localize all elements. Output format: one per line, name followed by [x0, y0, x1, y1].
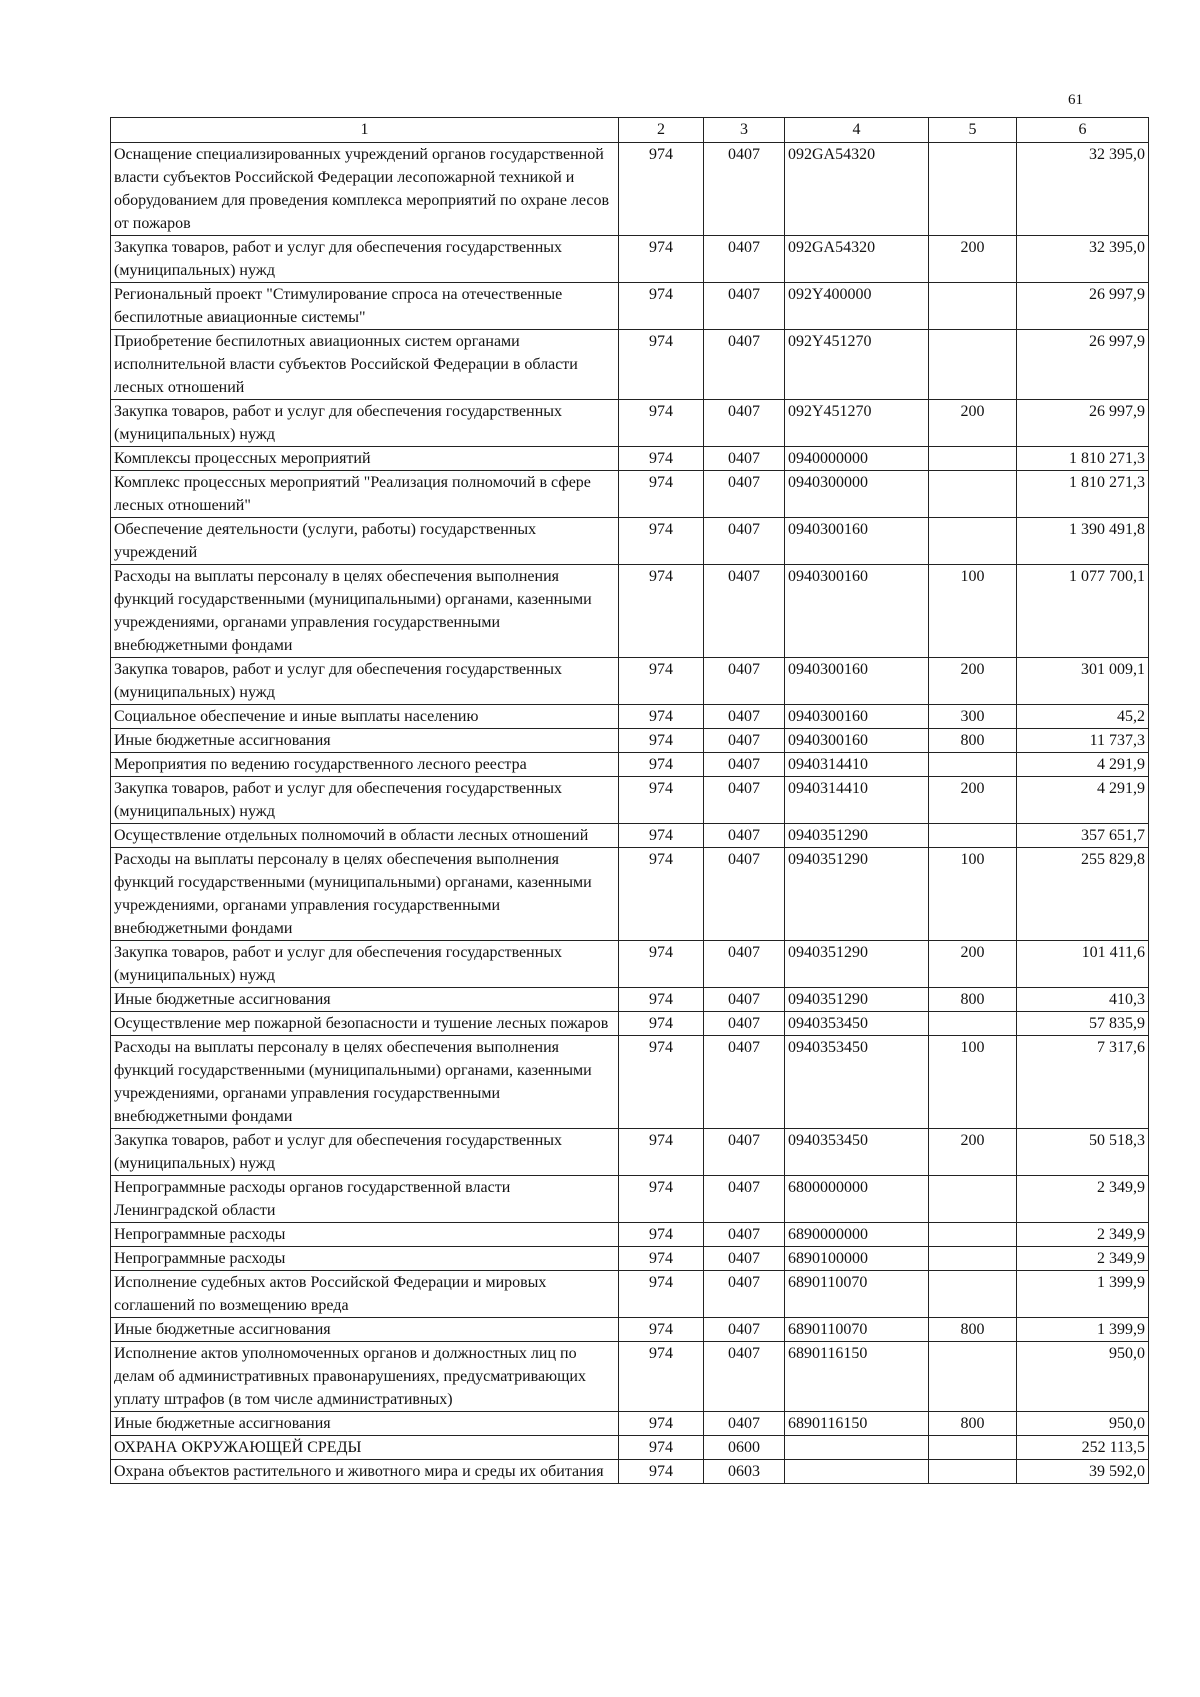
cell-ministry-code: 974 [619, 941, 704, 988]
cell-ministry-code: 974 [619, 1247, 704, 1271]
cell-expense-type: 200 [929, 1129, 1017, 1176]
cell-expense-type: 100 [929, 1036, 1017, 1129]
cell-item-name: Закупка товаров, работ и услуг для обеспечения государственных (муниципальных) нужд [111, 236, 619, 283]
cell-expense-type [929, 1271, 1017, 1318]
cell-item-name: Исполнение судебных актов Российской Федерации и мировых соглашений по возмещению вреда [111, 1271, 619, 1318]
cell-section-code: 0407 [704, 1012, 785, 1036]
cell-expense-type: 200 [929, 658, 1017, 705]
column-header: 3 [704, 118, 785, 143]
cell-amount: 2 349,9 [1017, 1247, 1149, 1271]
cell-ministry-code: 974 [619, 400, 704, 447]
cell-section-code: 0407 [704, 447, 785, 471]
cell-ministry-code: 974 [619, 283, 704, 330]
table-row [111, 1247, 1149, 1271]
cell-amount: 11 737,3 [1017, 729, 1149, 753]
cell-target-code: 0940353450 [785, 1036, 929, 1129]
cell-expense-type: 800 [929, 729, 1017, 753]
cell-section-code: 0407 [704, 777, 785, 824]
cell-item-name: Закупка товаров, работ и услуг для обеспечения государственных (муниципальных) нужд [111, 941, 619, 988]
cell-ministry-code: 974 [619, 1460, 704, 1484]
table-row [111, 447, 1149, 471]
table-row [111, 1176, 1149, 1223]
cell-section-code: 0407 [704, 941, 785, 988]
table-row [111, 1436, 1149, 1460]
cell-item-name: Иные бюджетные ассигнования [111, 1412, 619, 1436]
cell-expense-type: 800 [929, 988, 1017, 1012]
table-row [111, 1223, 1149, 1247]
cell-expense-type: 100 [929, 848, 1017, 941]
cell-item-name: Закупка товаров, работ и услуг для обеспечения государственных (муниципальных) нужд [111, 1129, 619, 1176]
cell-target-code: 0940300160 [785, 658, 929, 705]
cell-expense-type [929, 1436, 1017, 1460]
cell-ministry-code: 974 [619, 447, 704, 471]
cell-section-code: 0407 [704, 1223, 785, 1247]
cell-ministry-code: 974 [619, 1223, 704, 1247]
cell-expense-type [929, 753, 1017, 777]
cell-section-code: 0407 [704, 1176, 785, 1223]
cell-expense-type: 300 [929, 705, 1017, 729]
column-header: 6 [1017, 118, 1149, 143]
cell-section-code: 0407 [704, 1036, 785, 1129]
cell-item-name: Комплекс процессных мероприятий "Реализация полномочий в сфере лесных отношений" [111, 471, 619, 518]
cell-amount: 1 390 491,8 [1017, 518, 1149, 565]
cell-item-name: Иные бюджетные ассигнования [111, 729, 619, 753]
table-row [111, 1036, 1149, 1129]
cell-section-code: 0407 [704, 330, 785, 400]
cell-amount: 32 395,0 [1017, 236, 1149, 283]
cell-ministry-code: 974 [619, 988, 704, 1012]
cell-expense-type: 200 [929, 236, 1017, 283]
cell-expense-type [929, 471, 1017, 518]
cell-amount: 4 291,9 [1017, 753, 1149, 777]
cell-expense-type [929, 1012, 1017, 1036]
cell-section-code: 0407 [704, 988, 785, 1012]
cell-amount: 1 810 271,3 [1017, 471, 1149, 518]
table-row [111, 705, 1149, 729]
cell-section-code: 0407 [704, 236, 785, 283]
cell-amount: 57 835,9 [1017, 1012, 1149, 1036]
cell-item-name: Непрограммные расходы [111, 1247, 619, 1271]
cell-section-code: 0407 [704, 1318, 785, 1342]
budget-table [110, 117, 1149, 1484]
table-row [111, 1012, 1149, 1036]
cell-expense-type: 800 [929, 1318, 1017, 1342]
cell-expense-type [929, 1176, 1017, 1223]
table-row [111, 1412, 1149, 1436]
cell-item-name: Осуществление мер пожарной безопасности и тушение лесных пожаров [111, 1012, 619, 1036]
cell-target-code: 0940300160 [785, 518, 929, 565]
table-row [111, 400, 1149, 447]
cell-amount: 32 395,0 [1017, 143, 1149, 236]
cell-target-code: 092Y400000 [785, 283, 929, 330]
cell-amount: 26 997,9 [1017, 400, 1149, 447]
cell-expense-type [929, 1460, 1017, 1484]
table-row [111, 848, 1149, 941]
cell-target-code: 0940314410 [785, 753, 929, 777]
cell-amount: 26 997,9 [1017, 330, 1149, 400]
cell-expense-type: 200 [929, 941, 1017, 988]
cell-target-code: 6890000000 [785, 1223, 929, 1247]
cell-amount: 2 349,9 [1017, 1176, 1149, 1223]
table-row [111, 518, 1149, 565]
cell-ministry-code: 974 [619, 1036, 704, 1129]
table-row [111, 330, 1149, 400]
table-row [111, 143, 1149, 236]
cell-section-code: 0407 [704, 1412, 785, 1436]
cell-target-code: 0940353450 [785, 1012, 929, 1036]
cell-target-code: 0940351290 [785, 824, 929, 848]
cell-target-code: 0940314410 [785, 777, 929, 824]
cell-section-code: 0407 [704, 1342, 785, 1412]
cell-ministry-code: 974 [619, 848, 704, 941]
cell-item-name: Расходы на выплаты персоналу в целях обеспечения выполнения функций государственными (муниципальными) органами, казенными учреждениями, органами управления государственными внебюджетными фондами [111, 565, 619, 658]
cell-section-code: 0600 [704, 1436, 785, 1460]
table-row [111, 1318, 1149, 1342]
cell-target-code: 6890100000 [785, 1247, 929, 1271]
cell-item-name: Комплексы процессных мероприятий [111, 447, 619, 471]
cell-item-name: Приобретение беспилотных авиационных систем органами исполнительной власти субъектов Российской Федерации в области лесных отношений [111, 330, 619, 400]
cell-section-code: 0407 [704, 658, 785, 705]
cell-section-code: 0407 [704, 753, 785, 777]
cell-item-name: Непрограммные расходы органов государственной власти Ленинградской области [111, 1176, 619, 1223]
cell-amount: 39 592,0 [1017, 1460, 1149, 1484]
cell-target-code: 092GA54320 [785, 236, 929, 283]
table-row [111, 658, 1149, 705]
cell-expense-type [929, 143, 1017, 236]
cell-ministry-code: 974 [619, 1318, 704, 1342]
cell-section-code: 0407 [704, 705, 785, 729]
cell-section-code: 0407 [704, 1271, 785, 1318]
cell-target-code: 0940353450 [785, 1129, 929, 1176]
cell-target-code: 6890116150 [785, 1342, 929, 1412]
cell-item-name: Обеспечение деятельности (услуги, работы) государственных учреждений [111, 518, 619, 565]
table-body [111, 143, 1149, 1484]
cell-item-name: Исполнение актов уполномоченных органов и должностных лиц по делам об административных правонарушениях, предусматривающих уплату штрафов (в том числе административных) [111, 1342, 619, 1412]
cell-amount: 4 291,9 [1017, 777, 1149, 824]
cell-ministry-code: 974 [619, 1271, 704, 1318]
cell-ministry-code: 974 [619, 824, 704, 848]
cell-section-code: 0407 [704, 400, 785, 447]
table-row [111, 753, 1149, 777]
cell-section-code: 0407 [704, 848, 785, 941]
cell-expense-type [929, 824, 1017, 848]
cell-ministry-code: 974 [619, 777, 704, 824]
cell-item-name: Непрограммные расходы [111, 1223, 619, 1247]
cell-item-name: Расходы на выплаты персоналу в целях обеспечения выполнения функций государственными (муниципальными) органами, казенными учреждениями, органами управления государственными внебюджетными фондами [111, 848, 619, 941]
table-row [111, 283, 1149, 330]
cell-section-code: 0407 [704, 283, 785, 330]
cell-expense-type [929, 1342, 1017, 1412]
cell-amount: 1 399,9 [1017, 1318, 1149, 1342]
cell-expense-type [929, 1223, 1017, 1247]
cell-section-code: 0407 [704, 471, 785, 518]
cell-section-code: 0603 [704, 1460, 785, 1484]
cell-expense-type: 100 [929, 565, 1017, 658]
table-row [111, 236, 1149, 283]
table-row [111, 1129, 1149, 1176]
cell-amount: 950,0 [1017, 1342, 1149, 1412]
cell-ministry-code: 974 [619, 236, 704, 283]
cell-expense-type: 200 [929, 777, 1017, 824]
cell-expense-type [929, 283, 1017, 330]
cell-section-code: 0407 [704, 1129, 785, 1176]
cell-amount: 301 009,1 [1017, 658, 1149, 705]
cell-amount: 357 651,7 [1017, 824, 1149, 848]
cell-amount: 1 399,9 [1017, 1271, 1149, 1318]
cell-amount: 45,2 [1017, 705, 1149, 729]
cell-item-name: Иные бюджетные ассигнования [111, 1318, 619, 1342]
column-header: 4 [785, 118, 929, 143]
cell-ministry-code: 974 [619, 1436, 704, 1460]
cell-ministry-code: 974 [619, 1176, 704, 1223]
table-row [111, 988, 1149, 1012]
cell-expense-type [929, 518, 1017, 565]
page-number: 61 [1068, 92, 1083, 108]
cell-amount: 2 349,9 [1017, 1223, 1149, 1247]
cell-item-name: Оснащение специализированных учреждений органов государственной власти субъектов Российской Федерации лесопожарной техникой и оборудованием для проведения комплекса мероприятий по охране лесов от пожаров [111, 143, 619, 236]
cell-section-code: 0407 [704, 143, 785, 236]
cell-target-code [785, 1460, 929, 1484]
cell-ministry-code: 974 [619, 1012, 704, 1036]
table-row [111, 777, 1149, 824]
cell-target-code: 6890110070 [785, 1271, 929, 1318]
cell-item-name: ОХРАНА ОКРУЖАЮЩЕЙ СРЕДЫ [111, 1436, 619, 1460]
table-row [111, 941, 1149, 988]
cell-item-name: Охрана объектов растительного и животного мира и среды их обитания [111, 1460, 619, 1484]
cell-amount: 26 997,9 [1017, 283, 1149, 330]
cell-item-name: Расходы на выплаты персоналу в целях обеспечения выполнения функций государственными (муниципальными) органами, казенными учреждениями, органами управления государственными внебюджетными фондами [111, 1036, 619, 1129]
cell-item-name: Иные бюджетные ассигнования [111, 988, 619, 1012]
cell-ministry-code: 974 [619, 565, 704, 658]
cell-amount: 7 317,6 [1017, 1036, 1149, 1129]
cell-ministry-code: 974 [619, 705, 704, 729]
cell-section-code: 0407 [704, 1247, 785, 1271]
cell-target-code: 6800000000 [785, 1176, 929, 1223]
cell-target-code: 092GA54320 [785, 143, 929, 236]
cell-target-code: 0940000000 [785, 447, 929, 471]
cell-item-name: Мероприятия по ведению государственного лесного реестра [111, 753, 619, 777]
header-row [111, 118, 1149, 143]
table-row [111, 1271, 1149, 1318]
column-header: 1 [111, 118, 619, 143]
cell-expense-type [929, 1247, 1017, 1271]
cell-target-code: 092Y451270 [785, 400, 929, 447]
cell-target-code: 0940300160 [785, 565, 929, 658]
cell-section-code: 0407 [704, 518, 785, 565]
cell-item-name: Закупка товаров, работ и услуг для обеспечения государственных (муниципальных) нужд [111, 658, 619, 705]
cell-expense-type [929, 447, 1017, 471]
cell-amount: 950,0 [1017, 1412, 1149, 1436]
cell-target-code [785, 1436, 929, 1460]
cell-ministry-code: 974 [619, 658, 704, 705]
cell-target-code: 0940351290 [785, 988, 929, 1012]
cell-target-code: 0940300160 [785, 705, 929, 729]
table-row [111, 729, 1149, 753]
column-header: 5 [929, 118, 1017, 143]
cell-target-code: 0940351290 [785, 941, 929, 988]
table-row [111, 1460, 1149, 1484]
cell-expense-type [929, 330, 1017, 400]
cell-amount: 410,3 [1017, 988, 1149, 1012]
cell-ministry-code: 974 [619, 330, 704, 400]
cell-amount: 101 411,6 [1017, 941, 1149, 988]
cell-target-code: 0940300160 [785, 729, 929, 753]
cell-ministry-code: 974 [619, 1342, 704, 1412]
table-row [111, 824, 1149, 848]
cell-expense-type: 200 [929, 400, 1017, 447]
cell-ministry-code: 974 [619, 518, 704, 565]
cell-section-code: 0407 [704, 729, 785, 753]
cell-ministry-code: 974 [619, 1129, 704, 1176]
cell-amount: 1 077 700,1 [1017, 565, 1149, 658]
cell-item-name: Осуществление отдельных полномочий в области лесных отношений [111, 824, 619, 848]
cell-item-name: Социальное обеспечение и иные выплаты населению [111, 705, 619, 729]
cell-expense-type: 800 [929, 1412, 1017, 1436]
cell-target-code: 0940351290 [785, 848, 929, 941]
cell-ministry-code: 974 [619, 729, 704, 753]
cell-section-code: 0407 [704, 824, 785, 848]
cell-item-name: Региональный проект "Стимулирование спроса на отечественные беспилотные авиационные системы" [111, 283, 619, 330]
cell-target-code: 6890116150 [785, 1412, 929, 1436]
table-row [111, 1342, 1149, 1412]
cell-ministry-code: 974 [619, 471, 704, 518]
cell-target-code: 6890110070 [785, 1318, 929, 1342]
column-header: 2 [619, 118, 704, 143]
cell-ministry-code: 974 [619, 143, 704, 236]
cell-section-code: 0407 [704, 565, 785, 658]
cell-amount: 255 829,8 [1017, 848, 1149, 941]
cell-ministry-code: 974 [619, 753, 704, 777]
cell-amount: 252 113,5 [1017, 1436, 1149, 1460]
cell-amount: 1 810 271,3 [1017, 447, 1149, 471]
cell-ministry-code: 974 [619, 1412, 704, 1436]
cell-amount: 50 518,3 [1017, 1129, 1149, 1176]
cell-item-name: Закупка товаров, работ и услуг для обеспечения государственных (муниципальных) нужд [111, 400, 619, 447]
cell-target-code: 092Y451270 [785, 330, 929, 400]
table-row [111, 471, 1149, 518]
cell-item-name: Закупка товаров, работ и услуг для обеспечения государственных (муниципальных) нужд [111, 777, 619, 824]
cell-target-code: 0940300000 [785, 471, 929, 518]
table-row [111, 565, 1149, 658]
